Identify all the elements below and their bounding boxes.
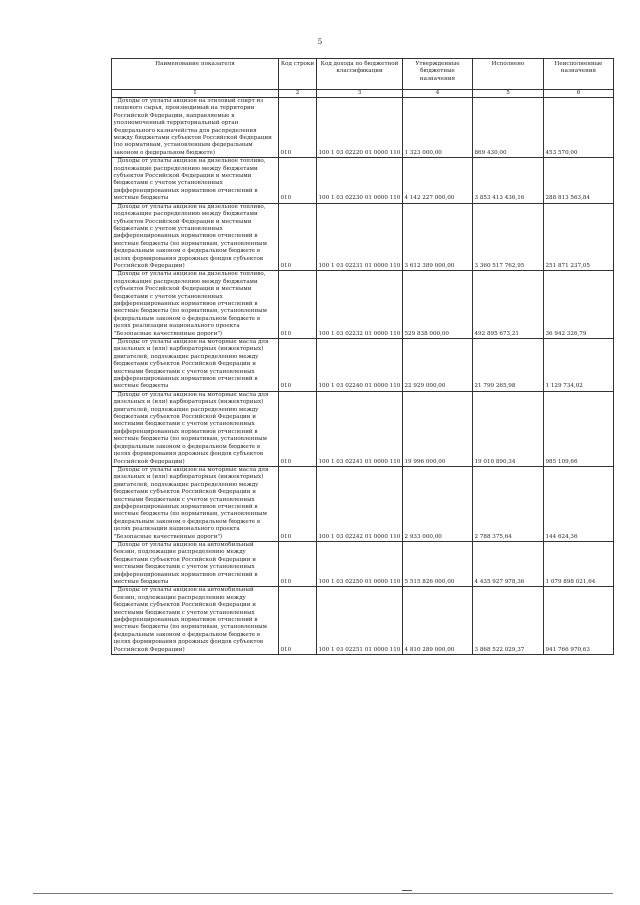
classification-code-cell: 100 1 03 02242 01 0000 110 [317,466,403,541]
page-bottom-mark [402,890,412,891]
indicator-name: Доходы от уплаты акцизов на автомобильный бензин, подлежащие распределению между бюджетами субъектов Российской Федерации и местными бюджетами с учетом установленных дифференцированных нормативов отчислений в местные бюджеты [113,541,258,585]
table-row [112,271,614,339]
executed-cell: 4 435 927 978,36 [473,541,544,586]
indicator-name-cell [112,391,279,466]
table-row [112,339,614,392]
row-code-cell: 010 [279,587,317,655]
column-number: 6 [544,90,614,98]
approved-cell: 529 838 000,00 [403,271,473,339]
indicator-name-cell [112,98,279,158]
executed-cell: 492 895 673,21 [473,271,544,339]
column-number-row [112,90,614,98]
approved-cell: 19 996 000,00 [403,391,473,466]
table-row [112,98,614,158]
unexecuted-cell: 1 079 898 021,64 [544,541,614,586]
indicator-name-cell [112,339,279,392]
executed-cell: 3 360 517 762,95 [473,203,544,271]
indicator-name-cell [112,541,279,586]
column-number: 3 [317,90,403,98]
unexecuted-cell: 288 813 563,84 [544,158,614,203]
table-row [112,203,614,271]
indicator-name: Доходы от уплаты акцизов на автомобильный бензин, подлежащие распределению между бюджетами субъектов Российской Федерации и местными бюджетами с учетом установленных дифференцированных нормативов отчислений в местные бюджеты (по нормативам, установленным федеральным законом о федеральном бюджете в целях формирования дорожных фондов субъектов Российской Федерации) [113,587,267,653]
indicator-name: Доходы от уплаты акцизов на дизельное топливо, подлежащие распределению между бюджетами субъектов Российской Федерации и местными бюджетами с учетом установленных дифференцированных нормативов отчислений в местные бюджеты (по нормативам, установленным федеральным законом о федеральном бюджете в целях реализации национального проекта "Безопасные качественные дороги") [113,271,267,337]
indicator-name: Доходы от уплаты акцизов на моторные масла для дизельных и (или) карбюраторных (инжекторных) двигателей, подлежащие распределению между бюджетами субъектов Российской Федерации и местными бюджетами с учетом установленных дифференцированных нормативов отчислений в местные бюджеты (по нормативам, установленным федеральным законом о федеральном бюджете в целях формирования дорожных фондов субъектов Российской Федерации) [113,391,269,465]
executed-cell: 3 868 522 029,37 [473,587,544,655]
unexecuted-cell: 144 624,36 [544,466,614,541]
row-code-cell: 010 [279,541,317,586]
unexecuted-cell: 1 129 734,02 [544,339,614,392]
indicator-name-cell [112,271,279,339]
classification-code-cell: 100 1 03 02230 01 0000 110 [317,158,403,203]
table-row [112,466,614,541]
executed-cell: 19 010 890,34 [473,391,544,466]
table-body [112,98,614,655]
classification-code-cell: 100 1 03 02241 01 0000 110 [317,391,403,466]
row-code-cell: 010 [279,271,317,339]
executed-cell: 2 788 375,64 [473,466,544,541]
indicator-name: Доходы от уплаты акцизов на дизельное топливо, подлежащие распределению между бюджетами субъектов Российской Федерации и местными бюджетами с учетом установленных дифференцированных нормативов отчислений в местные бюджеты [113,158,266,202]
table-row [112,587,614,655]
indicator-name-cell [112,587,279,655]
column-number: 1 [112,90,279,98]
approved-cell: 4 142 227 000,00 [403,158,473,203]
column-number: 2 [279,90,317,98]
column-number: 5 [473,90,544,98]
revenue-table [111,58,614,655]
indicator-name: Доходы от уплаты акцизов на моторные масла для дизельных и (или) карбюраторных (инжекторных) двигателей, подлежащие распределению между бюджетами субъектов Российской Федерации и местными бюджетами с учетом установленных дифференцированных нормативов отчислений в местные бюджеты (по нормативам, установленным федеральным законом о федеральном бюджете в целях реализации национального проекта "Безопасные качественные дороги") [113,466,269,540]
table-row [112,158,614,203]
row-code-cell: 010 [279,98,317,158]
page-bottom-divider [33,893,613,894]
approved-cell: 3 612 389 000,00 [403,203,473,271]
approved-cell: 22 929 000,00 [403,339,473,392]
executed-cell: 3 853 413 436,16 [473,158,544,203]
indicator-name: Доходы от уплаты акцизов на этиловый спирт из пищевого сырья, производимый на территории Российской Федерации, направляемые в уполномоченный территориальный орган Федерального казначейства для распределения между бюджетами субъектов Российской Федерации (по нормативам, установленным федеральным законом о федеральном бюджете) [113,98,272,156]
approved-cell: 1 323 000,00 [403,98,473,158]
row-code-cell: 010 [279,339,317,392]
executed-cell: 869 430,00 [473,98,544,158]
row-code-cell: 010 [279,466,317,541]
classification-code-cell: 100 1 03 02240 01 0000 110 [317,339,403,392]
row-code-cell: 010 [279,391,317,466]
page-number: 5 [317,38,323,46]
approved-cell: 5 515 826 000,00 [403,541,473,586]
header-row [112,59,614,90]
table-row [112,541,614,586]
classification-code-cell: 100 1 03 02251 01 0000 110 [317,587,403,655]
approved-cell: 2 933 000,00 [403,466,473,541]
classification-code-cell: 100 1 03 02220 01 0000 110 [317,98,403,158]
unexecuted-cell: 453 570,00 [544,98,614,158]
header-indicator-name: Наименование показателя [112,59,279,90]
indicator-name-cell [112,158,279,203]
header-budget-classification-code: Код дохода по бюджетной классификации [317,59,403,90]
indicator-name-cell [112,203,279,271]
column-number: 4 [403,90,473,98]
header-executed: Исполнено [473,59,544,90]
indicator-name: Доходы от уплаты акцизов на моторные масла для дизельных и (или) карбюраторных (инжекторных) двигателей, подлежащие распределению между бюджетами субъектов Российской Федерации и местными бюджетами с учетом установленных дифференцированных нормативов отчислений в местные бюджеты [113,339,269,390]
unexecuted-cell: 36 942 326,79 [544,271,614,339]
executed-cell: 21 799 265,98 [473,339,544,392]
indicator-name: Доходы от уплаты акцизов на дизельное топливо, подлежащие распределению между бюджетами субъектов Российской Федерации и местными бюджетами с учетом установленных дифференцированных нормативов отчислений в местные бюджеты (по нормативам, установленным федеральным законом о федеральном бюджете в целях формирования дорожных фондов субъектов Российской Федерации) [113,203,267,269]
row-code-cell: 010 [279,203,317,271]
header-unexecuted: Неисполненные назначения [544,59,614,90]
row-code-cell: 010 [279,158,317,203]
header-approved: Утвержденные бюджетные назначения [403,59,473,90]
unexecuted-cell: 251 871 237,05 [544,203,614,271]
table-header [112,59,614,98]
indicator-name-cell [112,466,279,541]
approved-cell: 4 810 289 000,00 [403,587,473,655]
table-row [112,391,614,466]
unexecuted-cell: 941 766 970,63 [544,587,614,655]
classification-code-cell: 100 1 03 02232 01 0000 110 [317,271,403,339]
unexecuted-cell: 985 109,66 [544,391,614,466]
classification-code-cell: 100 1 03 02250 01 0000 110 [317,541,403,586]
header-row-code: Код строки [279,59,317,90]
classification-code-cell: 100 1 03 02231 01 0000 110 [317,203,403,271]
